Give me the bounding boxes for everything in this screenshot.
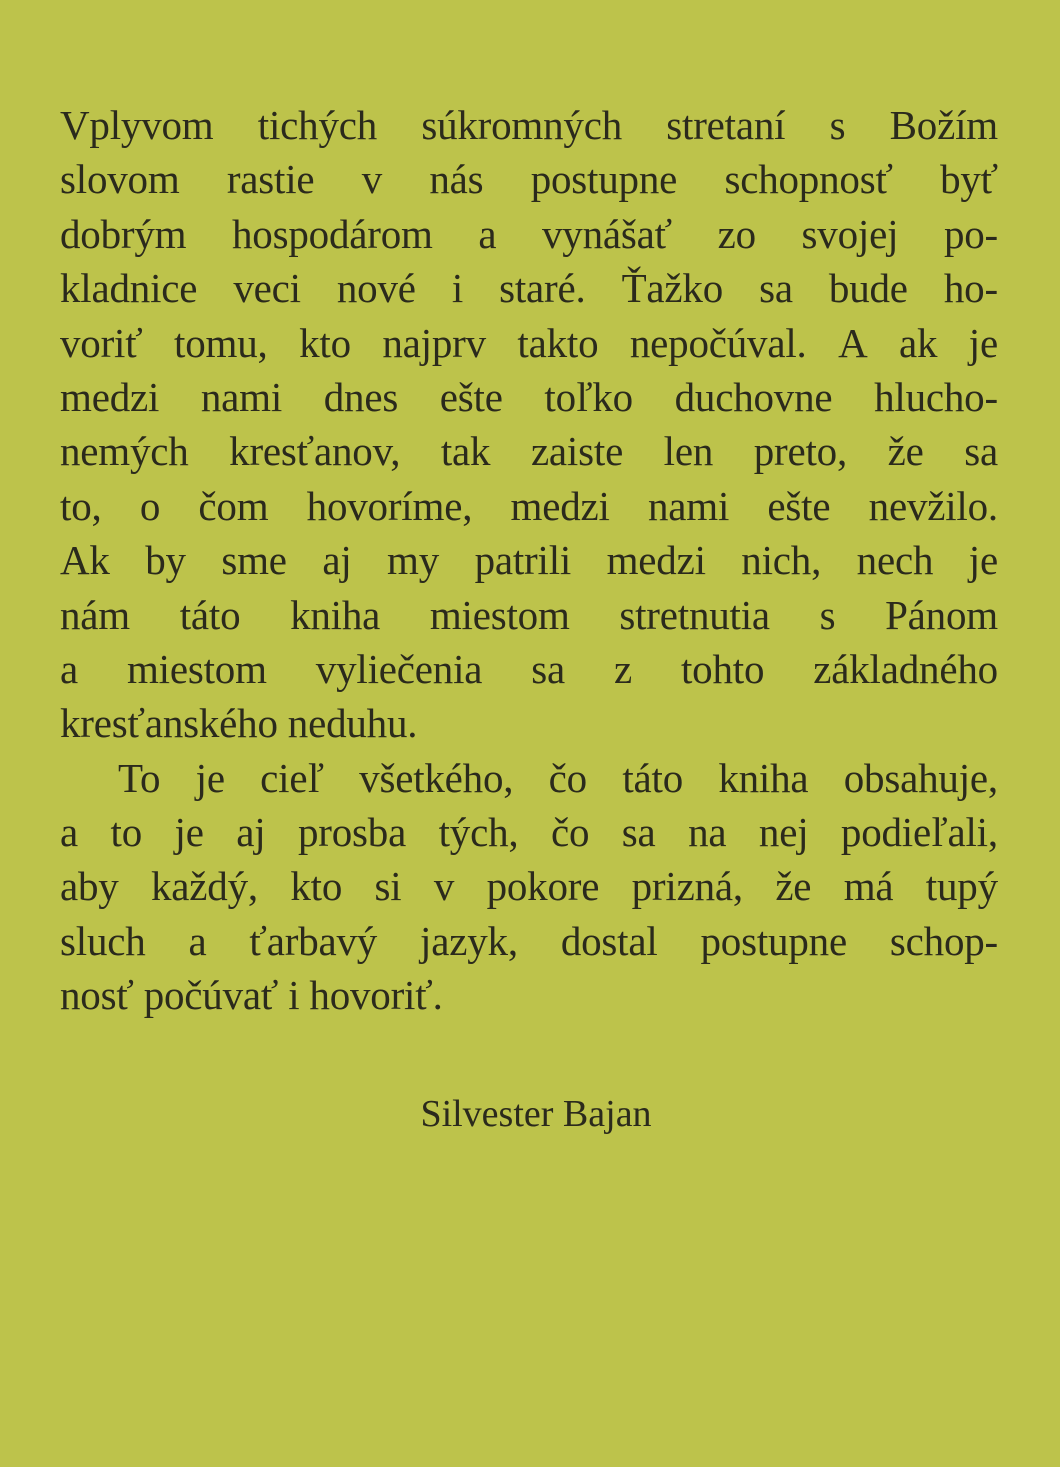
word: medzi (60, 373, 160, 420)
word: ešte (767, 482, 831, 529)
word: základného (813, 645, 998, 692)
word: len (663, 428, 714, 475)
word: prizná, (631, 863, 743, 910)
word: To (118, 754, 161, 801)
word: nej (758, 809, 809, 856)
word: nové (336, 265, 416, 312)
word: tomu, (174, 319, 268, 366)
word: nás (429, 156, 484, 203)
word: postupne (530, 156, 678, 203)
word: nech (856, 537, 934, 584)
word: najprv (382, 319, 486, 366)
text-line (60, 152, 998, 206)
word: nemých (60, 428, 189, 475)
word: toľko (544, 373, 633, 420)
word: ak (899, 319, 938, 366)
word: je (968, 319, 998, 366)
word: by (145, 537, 186, 584)
word: rastie (226, 156, 315, 203)
word: nám (60, 591, 130, 638)
word: stretaní (666, 102, 786, 148)
word: miestom (429, 591, 570, 638)
word: vyliečenia (315, 645, 483, 692)
text-line (60, 261, 998, 315)
word: dostal (560, 917, 658, 964)
word: nich, (741, 537, 822, 584)
word: nami (647, 482, 730, 529)
word: veci (233, 265, 301, 312)
word: kniha (718, 754, 809, 801)
word: zaiste (530, 428, 624, 475)
word: dobrým (60, 210, 187, 257)
text-line (60, 370, 998, 424)
word: vynášať (541, 210, 672, 257)
word: každý, (151, 863, 258, 910)
word: a (188, 917, 207, 964)
word: je (968, 537, 998, 584)
word: kto (290, 863, 343, 910)
word: slovom (60, 156, 180, 203)
text-line (60, 642, 998, 696)
word: tak (440, 428, 491, 475)
word: je (174, 809, 204, 856)
word: schop- (889, 917, 998, 964)
word: s (819, 591, 836, 638)
word: zo (717, 210, 756, 257)
word: čo (550, 809, 590, 856)
word: to, (60, 482, 102, 529)
word: my (387, 537, 440, 584)
word: prosba (297, 809, 407, 856)
word: aby (60, 863, 119, 910)
word: pokore (486, 863, 600, 910)
word: staré. (499, 265, 586, 312)
word: takto (517, 319, 599, 366)
word: miestom (126, 645, 267, 692)
word: ťarbavý (249, 917, 378, 964)
text-line (60, 479, 998, 533)
word: podieľali, (840, 809, 998, 856)
word: súkromných (421, 102, 623, 148)
word: nevžilo. (868, 482, 998, 529)
word: sa (621, 809, 656, 856)
word: nosť (60, 972, 134, 1019)
word: sa (759, 265, 793, 312)
word: s (829, 102, 846, 148)
word: tohto (680, 645, 765, 692)
word: Ak (60, 537, 110, 584)
text-line (60, 207, 998, 261)
word: táto (179, 591, 241, 638)
word: Božím (889, 102, 998, 148)
text-line (60, 914, 998, 968)
word: čo (548, 754, 587, 801)
text-line (60, 696, 998, 750)
word: stretnutia (619, 591, 770, 638)
word: na (688, 809, 727, 856)
word: že (775, 863, 812, 910)
word: i (451, 265, 464, 312)
word: svojej (801, 210, 899, 257)
word: hospodárom (232, 210, 433, 257)
word: je (195, 754, 225, 801)
word: že (887, 428, 924, 475)
word: všetkého, (359, 754, 514, 801)
word: medzi (606, 537, 706, 584)
word: Ťažko (621, 265, 724, 312)
word: nepočúval. (629, 319, 807, 366)
text-line (60, 533, 998, 587)
word: sa (964, 428, 998, 475)
body-text (60, 98, 998, 1023)
word: tých, (438, 809, 519, 856)
text-line (60, 859, 998, 913)
word: nami (200, 373, 283, 420)
word: tupý (925, 863, 998, 910)
word: to (110, 809, 143, 856)
word: obsahuje, (843, 754, 998, 801)
text-line (60, 588, 998, 642)
word: hlucho- (874, 373, 998, 420)
word: čom (198, 482, 269, 529)
word: ho- (943, 265, 998, 312)
word: kniha (290, 591, 381, 638)
text-line (60, 316, 998, 370)
word: v (361, 156, 383, 203)
word: aj (236, 809, 266, 856)
word: schopnosť (724, 156, 893, 203)
text-line (60, 968, 998, 1022)
word: A (838, 319, 868, 366)
word: duchovne (674, 373, 833, 420)
word: postupne (700, 917, 847, 964)
word: a (478, 210, 497, 257)
word: bude (828, 265, 908, 312)
word: hovoríme, (306, 482, 473, 529)
word: počúvať (143, 972, 279, 1019)
word: ešte (439, 373, 503, 420)
text-line (60, 424, 998, 478)
word: neduhu. (287, 700, 418, 747)
word: z (614, 645, 632, 692)
word: medzi (510, 482, 610, 529)
word: hovoriť. (309, 972, 443, 1019)
text-line (60, 751, 998, 805)
text-line (60, 805, 998, 859)
word: si (374, 863, 402, 910)
word: aj (322, 537, 352, 584)
word: kto (299, 319, 351, 366)
word: Pánom (885, 591, 998, 638)
word: Vplyvom (60, 102, 214, 148)
word: preto, (753, 428, 848, 475)
word: sa (531, 645, 566, 692)
word: jazyk, (420, 917, 518, 964)
word: táto (622, 754, 683, 801)
word: kladnice (60, 265, 198, 312)
word: patrili (474, 537, 572, 584)
word: o (139, 482, 161, 529)
word: kresťanov, (229, 428, 401, 475)
text-line (60, 98, 998, 152)
word: byť (940, 156, 998, 203)
word: v (433, 863, 455, 910)
word: a (60, 809, 78, 856)
word: kresťanského (60, 700, 278, 747)
author-signature: Silvester Bajan (420, 1093, 652, 1135)
word: tichých (257, 102, 378, 148)
word: a (60, 645, 78, 692)
word: po- (943, 210, 998, 257)
word: voriť (60, 319, 143, 366)
word: dnes (323, 373, 399, 420)
word: sluch (60, 917, 146, 964)
word: má (843, 863, 894, 910)
word: sme (221, 537, 287, 584)
word: i (288, 972, 300, 1019)
word: cieľ (260, 754, 324, 801)
